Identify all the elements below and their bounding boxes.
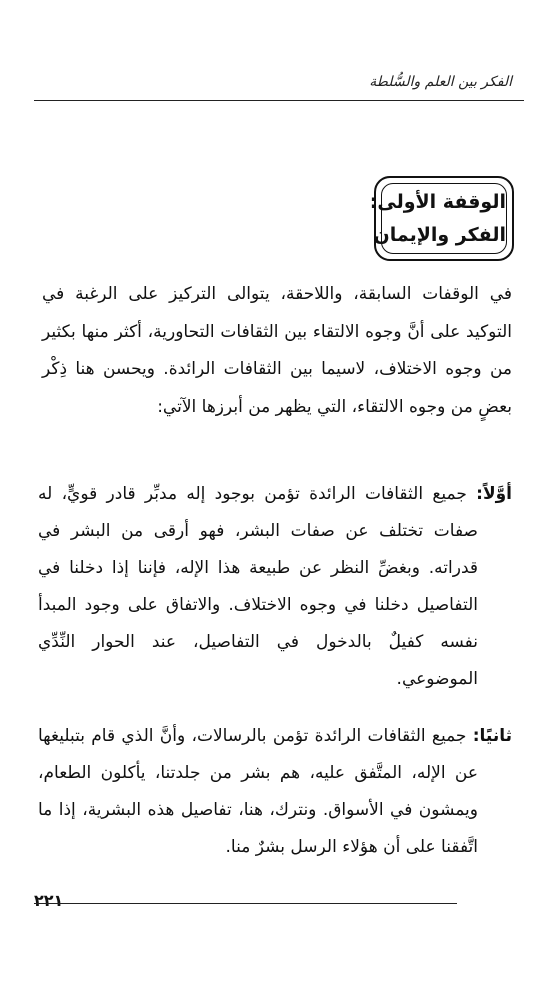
footer-rule (34, 903, 457, 904)
intro-paragraph: في الوقفات السابقة، واللاحقة، يتوالى التركيز على الرغبة في التوكيد على أنَّ وجوه الالتقاء بين الثقافات التحاورية، أكثر منها بكثير من وجوه الاختلاف، لاسيما بين الثقافات الرائدة. ويحسن هنا ذِكْر بعضٍ من وجوه الالتقاء، التي يظهر من أبرزها الآتي: (42, 284, 512, 417)
section-title-line-2: الفكر والإيمان (373, 223, 506, 246)
list-item-second-text: جميع الثقافات الرائدة تؤمن بالرسالات، وأنَّ الذي قام بتبليغها عن الإله، المتَّفق عليه، هم بشر من جلدتنا، يأكلون الطعام، ويمشون في الأسواق. ونترك، هنا، تفاصيل هذه البشرية، إذا ما اتَّفقنا على أن هؤلاء الرسل بشرٌ منا. (38, 726, 478, 857)
list-item-second-label: ثانيًا: (472, 726, 512, 746)
section-title-inner-frame (369, 183, 507, 254)
list-item-second-body (38, 718, 512, 866)
list-item-first-text: جميع الثقافات الرائدة تؤمن بوجود إله مدبِّر قادر قويٍّ، له صفات تختلف عن صفات البشر، فهو أرقى من البشر في قدراته. وبغضِّ النظر عن طبيعة هذا الإله، فإننا إذا دخلنا في التفاصيل دخلنا في وجوه الاختلاف. والاتفاق على وجود المبدأ نفسه كفيلٌ بالدخول في التفاصيل، عند الحوار النِّدِّي الموضوعي. (38, 484, 478, 689)
section-title-box (369, 176, 514, 261)
page-number: ٢٢١ (34, 891, 64, 910)
list-item-first (38, 476, 512, 698)
section-title-line-1: الوقفة الأولى: (369, 190, 506, 213)
list-item-first-body (38, 476, 512, 698)
list-item-second (38, 718, 512, 866)
header-rule (34, 100, 524, 101)
running-header: الفكر بين العلم والسُّلطة (369, 74, 512, 90)
list-item-first-label: أوَّلاً: (476, 484, 513, 504)
